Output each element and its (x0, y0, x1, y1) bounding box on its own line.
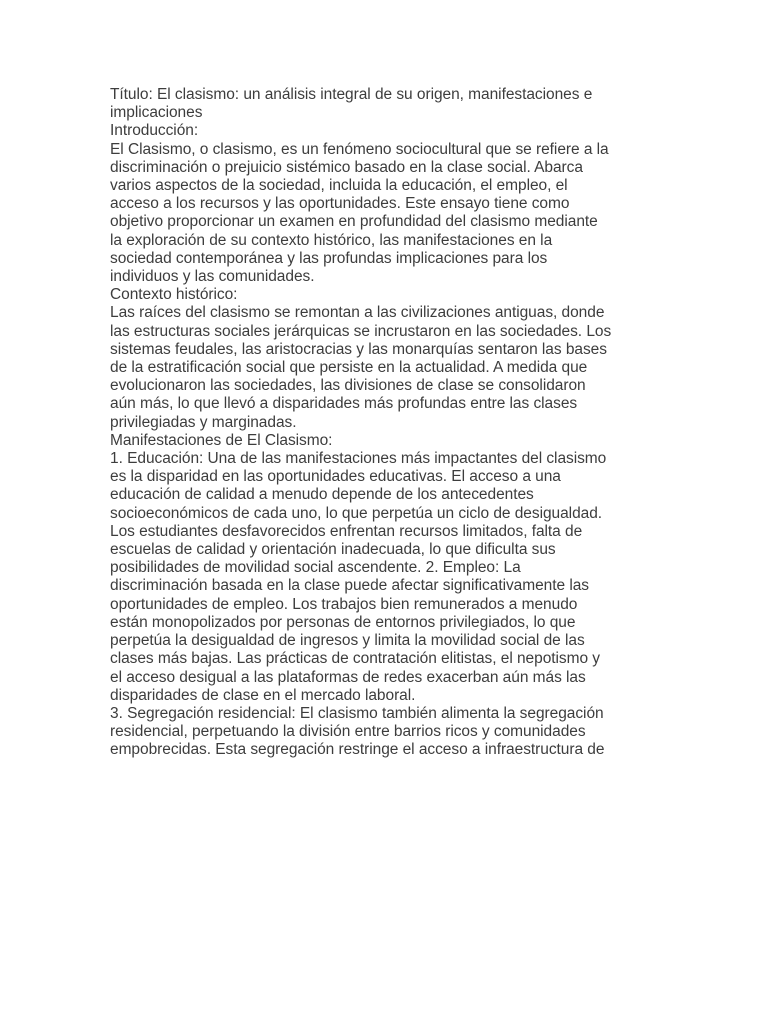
intro-heading: Introducción: (110, 122, 199, 140)
history-heading: Contexto histórico: (110, 286, 238, 304)
history-paragraph: Las raíces del clasismo se remontan a las civilizaciones antiguas, donde las estructuras sociales jerárquicas se incrustaron en las sociedades. Los sistemas feudales, las aristocracias y las monarquías sentaron las bases de la estratificación social que persiste en la actualidad. A medida que evolucionaron las sociedades, las divisiones de clase se consolidaron aún más, lo que llevó a disparidades más profundas entre las clases privilegiadas y marginadas. (110, 304, 612, 431)
intro-paragraph: El Clasismo, o clasismo, es un fenómeno sociocultural que se refiere a la discriminación o prejuicio sistémico basado en la clase social. Abarca varios aspectos de la sociedad, incluida la educación, el empleo, el acceso a los recursos y las oportunidades. Este ensayo tiene como objetivo proporcionar un examen en profundidad del clasismo mediante la exploración de su contexto histórico, las manifestaciones en la sociedad contemporánea y las profundas implicaciones para los individuos y las comunidades. (110, 140, 609, 286)
document-title: Título: El clasismo: un análisis integral de su origen, manifestaciones e implicaciones (110, 86, 593, 122)
document-page (110, 86, 658, 760)
manifestations-heading: Manifestaciones de El Clasismo: (110, 431, 333, 449)
manifestations-paragraph: 1. Educación: Una de las manifestaciones más impactantes del clasismo es la disparidad en las oportunidades educativas. El acceso a una educación de calidad a menudo depende de los antecedentes socioeconómicos de cada uno, lo que perpetúa un ciclo de desigualdad. Los estudiantes desfavorecidos enfrentan recursos limitados, falta de escuelas de calidad y orientación inadecuada, lo que dificulta sus posibilidades de movilidad social ascendente. 2. Empleo: La discriminación basada en la clase puede afectar significativamente las oportunidades de empleo. Los trabajos bien remunerados a menudo están monopolizados por personas de entornos privilegiados, lo que perpetúa la desigualdad de ingresos y limita la movilidad social de las clases más bajas. Las prácticas de contratación elitistas, el nepotismo y el acceso desigual a las plataformas de redes exacerban aún más las disparidades de clase en el mercado laboral. (110, 450, 607, 704)
segregation-paragraph: 3. Segregación residencial: El clasismo también alimenta la segregación residencial, perpetuando la división entre barrios ricos y comunidades empobrecidas. Esta segregación restringe el acceso a infraestructura de (110, 704, 605, 759)
